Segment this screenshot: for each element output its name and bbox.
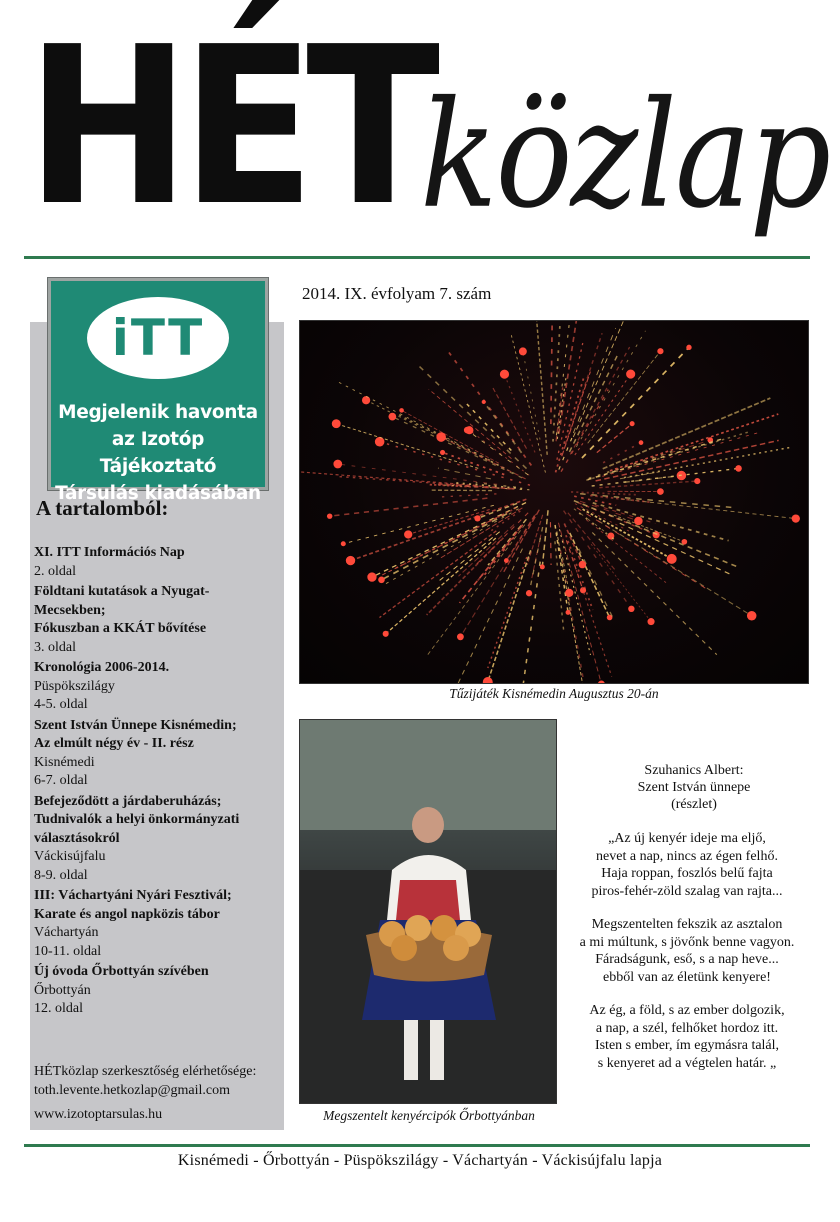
- toc-item-title: Befejeződött a járdaberuházás;: [34, 793, 222, 809]
- logo-text: [55, 399, 261, 507]
- toc-item-title: Kronológia 2006-2014.: [34, 660, 170, 675]
- footer: Kisnémedi - Őrbottyán - Püspökszilágy - Váchartyán - Váckisújfalu lapja: [177, 1152, 663, 1169]
- toc-item-detail: Kisnémedi: [34, 754, 95, 770]
- contact-block: [34, 1062, 280, 1124]
- toc-item-detail: Váckisújfalu: [34, 849, 106, 864]
- toc-item-title: Fókuszban a KKÁT bővítése: [34, 621, 207, 636]
- poem-stanza: [556, 1002, 818, 1072]
- poem-author: Szuhanics Albert:: [644, 763, 744, 778]
- toc-item-detail: Őrbottyán: [34, 982, 91, 998]
- bottom-rule: [24, 1144, 810, 1147]
- toc-item-title: Az elmúlt négy év - II. rész: [34, 736, 194, 751]
- contact-label: HÉTközlap szerkesztőség elérhetősége:: [34, 1064, 257, 1079]
- toc-item-title: Karate és angol napközis tábor: [34, 906, 220, 922]
- poem-body: [556, 830, 818, 1088]
- toc-item-title: Szent István Ünnepe Kisnémedin;: [34, 717, 237, 733]
- poem-stanza: [556, 830, 818, 900]
- toc-item-detail: 12. oldal: [34, 1001, 83, 1016]
- toc-item-detail: Püspökszilágy: [34, 678, 115, 694]
- contact-email[interactable]: toth.levente.hetkozlap@gmail.com: [34, 1083, 230, 1098]
- poem-line: Megszentelten fekszik az asztalon: [591, 917, 783, 932]
- issue-line: 2014. IX. évfolyam 7. szám: [302, 284, 492, 303]
- toc-item-detail: 2. oldal: [34, 563, 76, 579]
- bread-caption: Megszentelt kenyércipók Őrbottyánban: [323, 1108, 535, 1123]
- poem-line: a mi múltunk, s jövőnk benne vagyon.: [579, 934, 795, 950]
- poem-title: Szent István ünnepe: [637, 780, 751, 795]
- toc-item-title: Tudnivalók a helyi önkormányzati választásokról: [34, 812, 240, 846]
- itt-logo-mark: iTT: [87, 297, 229, 379]
- fireworks-caption: Tűzijáték Kisnémedin Augusztus 20-án: [449, 686, 659, 701]
- toc-item: [34, 544, 280, 581]
- itt-logo: [48, 278, 268, 504]
- poem-note: (részlet): [671, 797, 717, 812]
- masthead-het: HÉT: [26, 1, 432, 254]
- toc-item-detail: 8-9. oldal: [34, 867, 88, 883]
- top-rule: [24, 256, 810, 259]
- toc-item-title: III: Váchartyáni Nyári Fesztivál;: [34, 888, 232, 903]
- toc-item: [34, 793, 280, 886]
- toc-item-detail: 10-11. oldal: [34, 943, 102, 959]
- toc-item-detail: Váchartyán: [34, 925, 99, 940]
- poem-line: Isten s ember, ím egymásra talál,: [594, 1038, 780, 1053]
- toc-item: [34, 717, 280, 791]
- contact-website[interactable]: www.izotoptarsulas.hu: [34, 1107, 163, 1122]
- logo-line: az Izotóp Tájékoztató: [99, 429, 217, 477]
- toc-item-title: Új óvoda Őrbottyán szívében: [34, 964, 209, 979]
- poem-line: „Az új kenyér ideje ma eljő,: [608, 831, 766, 846]
- masthead-kozlap: közlap: [420, 70, 830, 242]
- toc-item-detail: 4-5. oldal: [34, 697, 88, 712]
- poem-line: piros-fehér-zöld szalag van rajta...: [591, 883, 783, 899]
- logo-line: Megjelenik havonta: [58, 402, 258, 423]
- logo-line: Társulás kiadásában: [55, 483, 261, 504]
- poem-line: nevet a nap, nincs az égen felhő.: [596, 848, 778, 864]
- table-of-contents: [34, 544, 280, 1021]
- toc-item-detail: 3. oldal: [34, 639, 76, 655]
- toc-item: [34, 963, 280, 1019]
- toc-heading: A tartalomból:: [36, 496, 169, 520]
- poem-header: [566, 762, 822, 813]
- poem-line: a nap, a szél, felhőket hordoz itt.: [595, 1020, 779, 1036]
- poem-stanza: [556, 916, 818, 986]
- toc-item: [34, 583, 280, 657]
- poem-line: Fáradságunk, eső, s a nap heve...: [595, 952, 779, 967]
- poem-line: Haja roppan, foszlós belű fajta: [601, 866, 773, 881]
- bread-photo: [299, 719, 557, 1104]
- toc-item-title: Földtani kutatások a Nyugat-Mecsekben;: [34, 584, 210, 618]
- toc-item: [34, 887, 280, 961]
- fireworks-photo: [299, 320, 809, 684]
- poem-line: s kenyeret ad a végtelen határ. „: [597, 1055, 777, 1071]
- toc-item-detail: 6-7. oldal: [34, 773, 88, 788]
- toc-item-title: XI. ITT Információs Nap: [34, 545, 185, 560]
- toc-item: [34, 659, 280, 715]
- poem-line: ebből van az életünk kenyere!: [603, 969, 771, 985]
- poem-line: Az ég, a föld, s az ember dolgozik,: [589, 1003, 785, 1018]
